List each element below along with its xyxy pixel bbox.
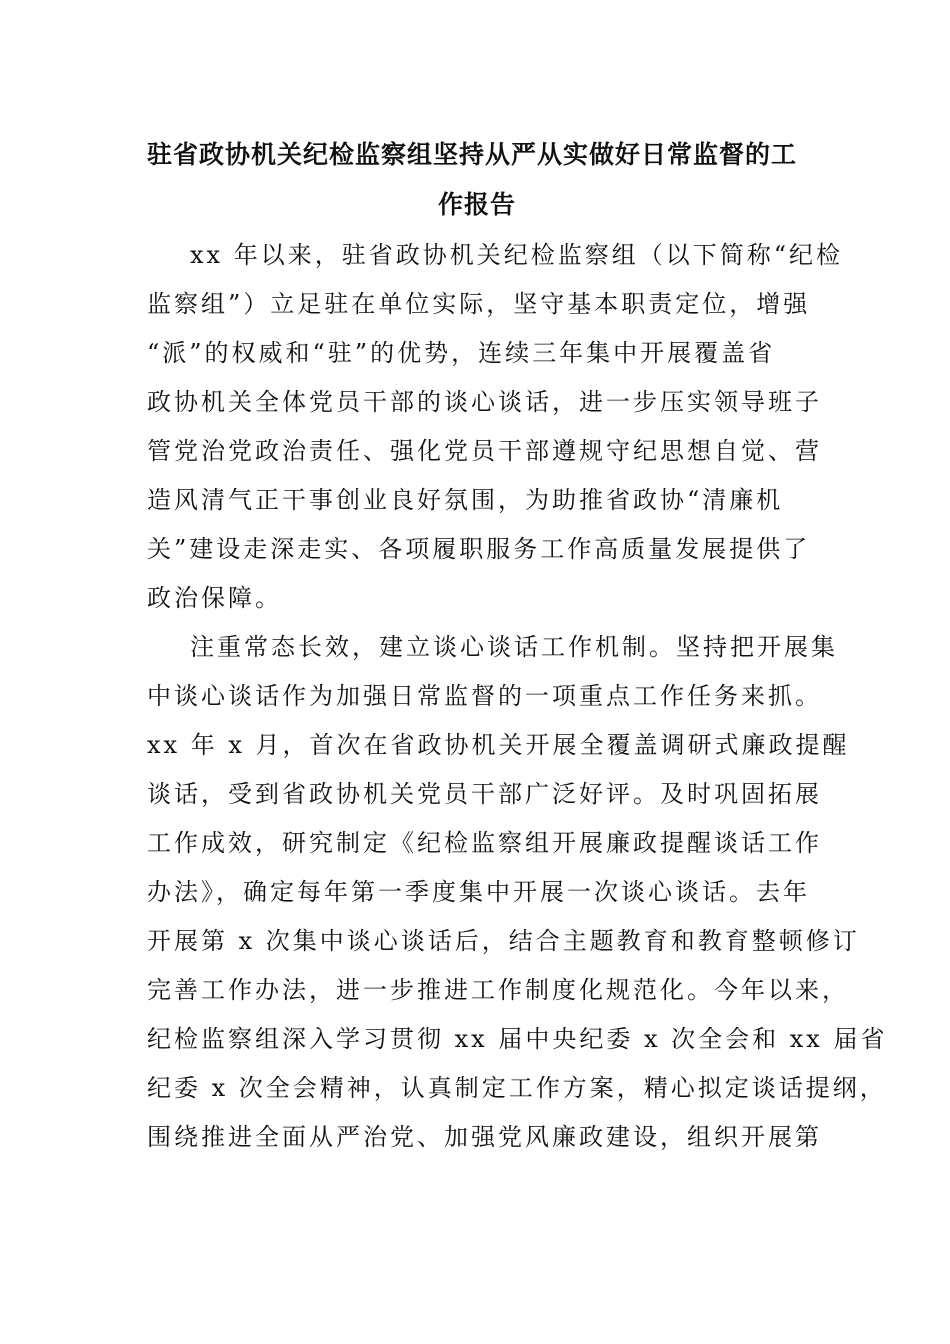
paragraph-line: 纪委 x 次全会精神，认真制定工作方案，精心拟定谈话提纲，	[147, 1074, 887, 1102]
paragraph-line: 管党治党政治责任、强化党员干部遵规守纪思想自觉、营	[147, 437, 822, 465]
paragraph-line: 工作成效，研究制定《纪检监察组开展廉政提醒谈话工作	[147, 829, 822, 857]
paragraph-line: 政协机关全体党员干部的谈心谈话，进一步压实领导班子	[147, 388, 822, 416]
paragraph-line: xx 年 x 月，首次在省政协机关开展全覆盖调研式廉政提醒	[147, 731, 850, 759]
paragraph-line: 谈话，受到省政协机关党员干部广泛好评。及时巩固拓展	[147, 780, 822, 808]
paragraph-line: 开展第 x 次集中谈心谈话后，结合主题教育和教育整顿修订	[147, 927, 860, 955]
paragraph-line: 纪检监察组深入学习贯彻 xx 届中央纪委 x 次全会和 xx 届省	[147, 1025, 888, 1053]
paragraph-line: xx 年以来，驻省政协机关纪检监察组（以下简称“纪检	[190, 241, 843, 269]
document-title-line-2: 作报告	[438, 190, 517, 219]
paragraph-line: 围绕推进全面从严治党、加强党风廉政建设，组织开展第	[147, 1123, 822, 1151]
paragraph-line: 中谈心谈话作为加强日常监督的一项重点工作任务来抓。	[147, 682, 822, 710]
document-title-line-1: 驻省政协机关纪检监察组坚持从严从实做好日常监督的工	[147, 140, 798, 169]
paragraph-line: 完善工作办法，进一步推进工作制度化规范化。今年以来，	[147, 976, 849, 1004]
paragraph-line: 政治保障。	[147, 584, 282, 612]
paragraph-line: 办法》，确定每年第一季度集中开展一次谈心谈话。去年	[147, 878, 810, 906]
paragraph-line: 监察组”）立足驻在单位实际，坚守基本职责定位，增强	[147, 290, 811, 318]
paragraph-line: 注重常态长效，建立谈心谈话工作机制。坚持把开展集	[190, 633, 838, 661]
paragraph-line: “派”的权威和“驻”的优势，连续三年集中开展覆盖省	[147, 339, 776, 367]
paragraph-line: 造风清气正干事创业良好氛围，为助推省政协“清廉机	[147, 486, 784, 514]
paragraph-line: 关”建设走深走实、各项履职服务工作高质量发展提供了	[147, 535, 811, 563]
